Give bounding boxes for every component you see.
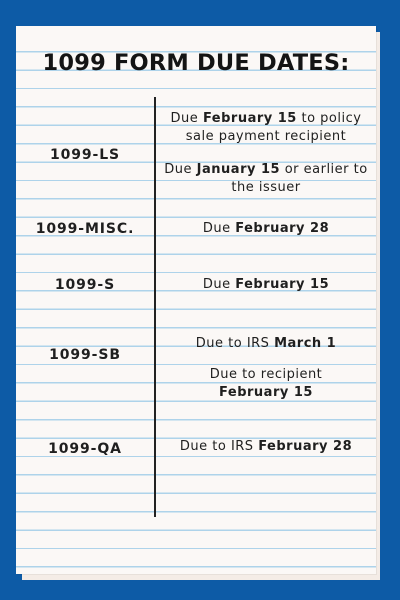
due-prefix: Due to recipient	[209, 367, 323, 382]
due-entry-1099-sb-irs	[158, 335, 374, 353]
due-date: March 1	[274, 336, 337, 351]
due-entry-1099-ls-issuer	[158, 161, 374, 196]
due-entry-1099-sb-recipient	[158, 366, 374, 401]
column-divider	[154, 97, 156, 517]
due-prefix: Due	[202, 221, 236, 236]
due-prefix: Due	[202, 277, 236, 292]
lined-paper	[16, 26, 376, 574]
form-label-1099-s: 1099-S	[54, 277, 116, 293]
due-date: January 15	[196, 162, 281, 177]
form-label-1099-qa: 1099-QA	[48, 441, 122, 457]
due-entry-1099-ls-recipient	[158, 110, 374, 145]
due-entry-1099-misc	[158, 220, 374, 238]
due-date: February 15	[235, 277, 330, 292]
form-label-1099-misc: 1099-MISC.	[35, 221, 135, 237]
due-entry-1099-s	[158, 276, 374, 294]
form-label-1099-sb: 1099-SB	[49, 347, 121, 363]
due-prefix: Due	[170, 111, 203, 126]
page-title: 1099 FORM DUE DATES:	[42, 50, 350, 76]
form-label-1099-ls: 1099-LS	[49, 147, 121, 163]
due-date: February 28	[235, 221, 330, 236]
due-date: February 28	[258, 439, 353, 454]
due-prefix: Due to IRS	[179, 439, 259, 454]
due-suffix: or earlier to the issuer	[231, 162, 368, 195]
due-suffix: to policy sale payment recipient	[185, 111, 362, 144]
due-entry-1099-qa	[158, 438, 374, 456]
due-prefix: Due	[164, 162, 197, 177]
due-date: February 15	[202, 111, 297, 126]
due-date: February 15	[219, 384, 313, 400]
due-prefix: Due to IRS	[195, 336, 275, 351]
